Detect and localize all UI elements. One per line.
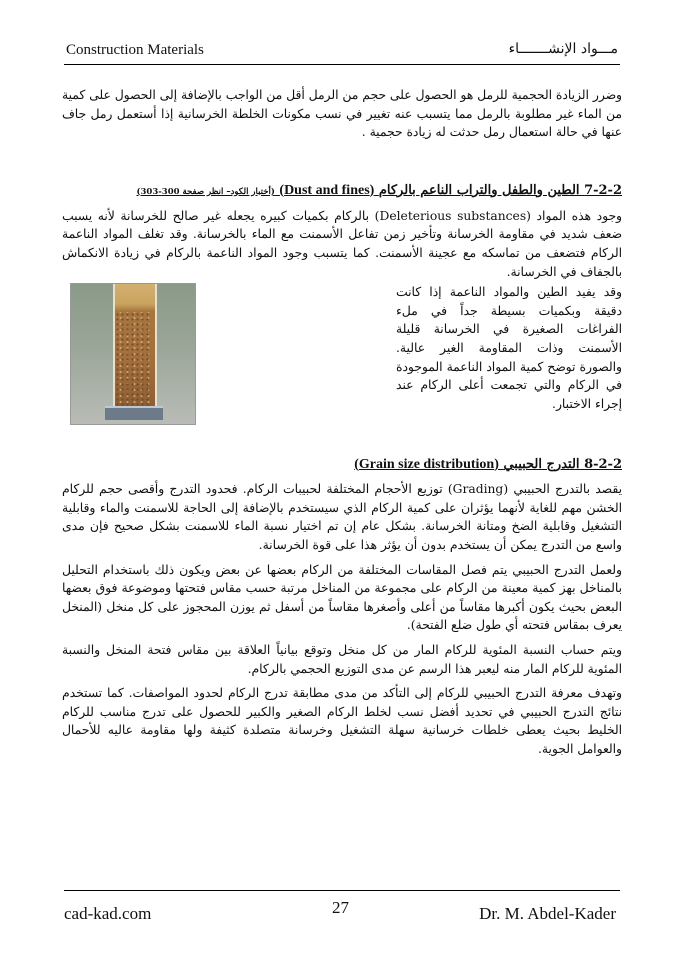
dust-fines-paragraph: وجود هذه المواد (Deleterious substances) بالركام بكميات كبيره يجعله غير صالح للخرسانة لأنه يسبب ضعف شديد في مقاومة الخرسانة وتأخير زمن تفاعل الأسمنت مع الماء بالخرسانة. وقد تغلف المواد الناعمة الركام فتضعف من تماسكه مع عجينة الأسمنت. كما يتسبب وجود المواد الناعمة بالركام في زيادة الانكماش بالجفاف في الخرسانة. <box>62 208 622 279</box>
header-title-en: Construction Materials <box>66 42 204 58</box>
grading-paragraph-2: ولعمل التدرج الحبيبي يتم فصل المقاسات المختلفة من الركام بعضها عن بعض ويكون ذلك باستخدام التحليل بالمناخل بهز كمية معينة من الركام على مجموعة من المناخل مرتبة حسب مقاس فتحتها وموضوعة فوق بعضها البعض بحيث يكون أكبرها مقاساً من أعلى وأصغرها مقاساً من أسفل ثم يوزن المحجوز على كل منخل (المنخل يعرف بمقاس فتحته أي طول ضلع الفتحة). <box>62 562 622 633</box>
header-title-ar: مـــواد الإنشـــــــاء <box>508 41 618 57</box>
grading-paragraph-4: وتهدف معرفة التدرج الحبيبي للركام إلى التأكد من مدى مطابقة تدرج الركام لحدود المواصفات. كما تستخدم نتائج التدرج الحبيبي في تحديد أفضل نسب لخلط الركام الصغير والكبير للحصول على تدرج مناسب للركام الخليط بحيث يعطى خلطات خرسانية سهلة التشغيل وخرسانة متصلدة كثيفة ولها مقاومة عاليه للأحمال والعوامل الجوية. <box>62 686 622 756</box>
aggregate-texture <box>115 312 151 408</box>
section-title-ar: الطين والطفل والتراب الناعم بالركام <box>378 182 580 198</box>
section-title-ar: التدرج الحبيبي <box>503 457 580 473</box>
grading-paragraph-1: يقصد بالتدرج الحبيبي (Grading) توزيع الأحجام المختلفة لحبيبات الركام. فحدود التدرج وأقصى حجم للركام الخشن مهم للغاية لأنهما يؤثران على كمية الركام الذي سيستخدم بالإضافة إلى الحاجة للاسمنت والماء وقابلية التشغيل وقابلية الضخ ومتانة الخرسانة. بشكل عام إن تم اختيار نسبة الماء للاسمنت بشكل صحيح فإن مدى واسع من التدرج يمكن أن يستخدم بدون أن يؤثر هذا على قوة الخرسانة. <box>62 482 622 552</box>
section-title-en: (Grain size distribution) <box>354 457 499 473</box>
figure-row <box>62 283 622 428</box>
section-heading-grading <box>62 456 622 474</box>
footer-author: Dr. M. Abdel-Kader <box>479 904 616 923</box>
footer-divider <box>64 890 620 891</box>
section-reference: (أختبار الكود– انظر صفحة 300-303) <box>136 186 275 197</box>
section-number: 8-2-2 <box>584 457 622 473</box>
silt-test-photo <box>70 283 196 425</box>
cylinder-base <box>105 406 163 420</box>
grading-paragraph-3: ويتم حساب النسبة المئوية للركام المار من كل منخل وتوقع بيانياً العلاقة بين مقاس فتحة المنخل والنسبة المئوية للركام المار منه ليعبر هذا الرسم عن مدى التوزيع الحجمي بالركام. <box>62 642 622 676</box>
page-content <box>62 86 622 758</box>
section-heading-dust-fines <box>62 182 622 201</box>
section-number: 7-2-2 <box>584 182 622 198</box>
footer-website: cad-kad.com <box>64 904 152 923</box>
page-number: 27 <box>332 898 349 917</box>
intro-paragraph: وضرر الزيادة الحجمية للرمل هو الحصول على حجم من الرمل أقل من الواجب بالإضافة إلى الحصول على كمية من الماء غير مطلوبة بالرمل مما يتسبب عنه تغيير في نسب مكونات الخلطة الخرسانية إذا أستعمل رمل جاف عنها في حالة استعمال رمل حدثت له زيادة حجمية . <box>61 88 622 140</box>
figure-description: وقد يفيد الطين والمواد الناعمة إذا كانت دقيقة وبكميات بسيطة جداً في ملء الفراغات الصغيرة في الخرسانة قليلة الأسمنت وذات المقاومة الغير عالية. والصورة توضح كمية المواد الناعمة الموجودة في الركام والتي تجمعت أعلى الركام عند إجراء الاختبار. <box>396 285 622 411</box>
page-header <box>64 38 620 65</box>
section-title-en: (Dust and fines) <box>279 182 375 198</box>
